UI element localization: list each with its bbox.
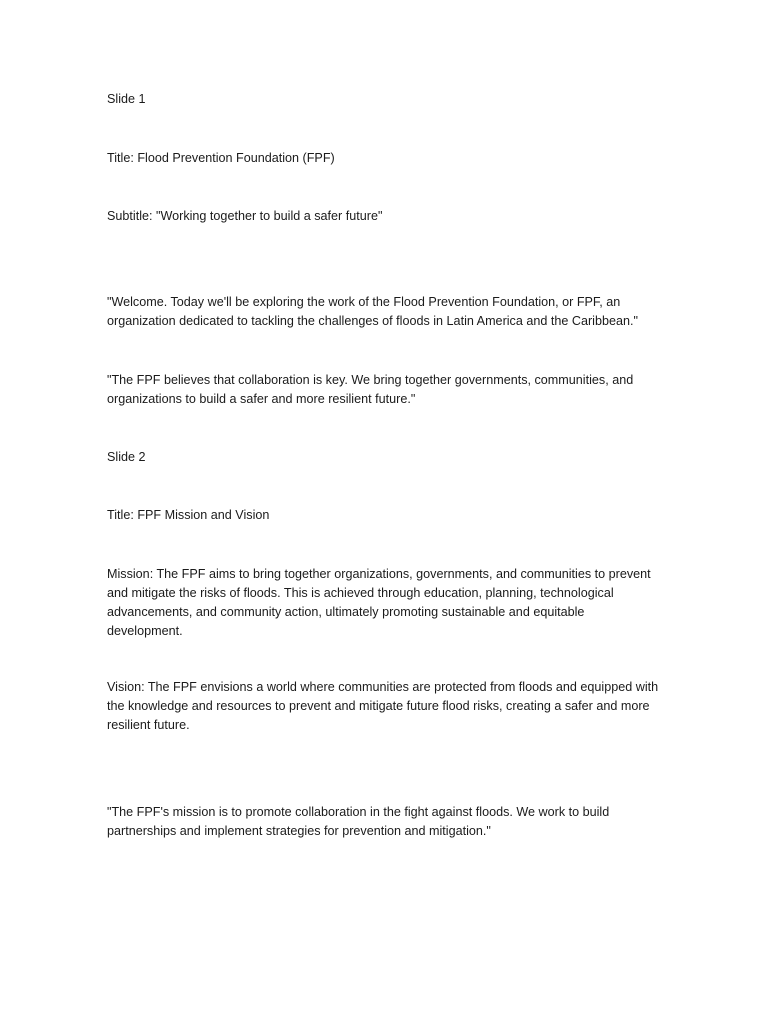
slide-1-welcome-paragraph: "Welcome. Today we'll be exploring the work of the Flood Prevention Foundation, or FPF, an organization dedicated to tackling the challenges of floods in Latin America and the Caribbean." — [107, 295, 638, 328]
slide-1-subtitle: Subtitle: "Working together to build a safer future" — [107, 209, 383, 223]
slide-1-collaboration-paragraph: "The FPF believes that collaboration is key. We bring together governments, communities, and organizations to build a safer and more resilient future." — [107, 373, 634, 406]
slide-1-title: Title: Flood Prevention Foundation (FPF) — [107, 151, 335, 165]
slide-2-closing-paragraph: "The FPF's mission is to promote collaboration in the fight against floods. We work to build partnerships and implement strategies for prevention and mitigation." — [107, 805, 610, 838]
slide-2-vision-paragraph: Vision: The FPF envisions a world where communities are protected from floods and equipped with the knowledge and resources to prevent and mitigate future flood risks, creating a safer and more resilient future. — [107, 680, 659, 732]
slide-1-heading: Slide 1 — [107, 92, 146, 106]
slide-2-mission-paragraph: Mission: The FPF aims to bring together organizations, governments, and communities to prevent and mitigate the risks of floods. This is achieved through education, planning, technological advancements, and community action, ultimately promoting sustainable and equitable development. — [107, 567, 651, 638]
slide-2-title: Title: FPF Mission and Vision — [107, 508, 270, 522]
slide-2-heading: Slide 2 — [107, 450, 146, 464]
